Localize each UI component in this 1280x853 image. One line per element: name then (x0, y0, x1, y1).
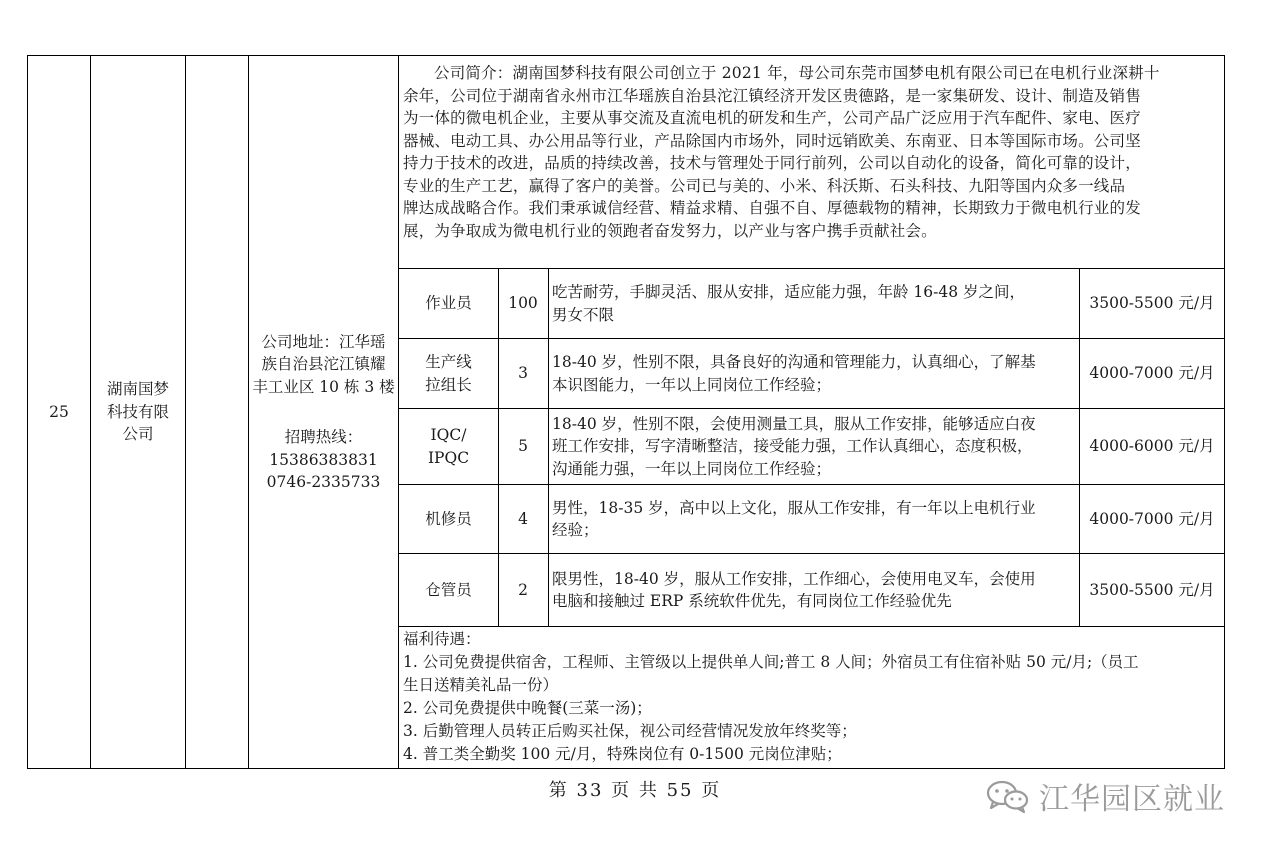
benefits (403, 628, 1223, 766)
address-line: 公司地址：江华瑶 (261, 332, 386, 351)
job-requirements (552, 485, 1078, 553)
intro-line: 专业的生产工艺，赢得了客户的美誉。公司已与美的、小米、科沃斯、石头科技、九阳等国内众多一线品 (403, 176, 1126, 195)
company-address (252, 331, 394, 399)
hotline-label: 招聘热线： (284, 428, 363, 446)
page-number: 第 33 页 共 55 页 (548, 780, 722, 801)
requirement-line: 男女不限 (552, 305, 615, 324)
benefit-line: 2. 公司免费提供中晚餐(三菜一汤)； (403, 699, 652, 717)
company-name (91, 56, 185, 768)
company-name-line: 科技有限 (106, 402, 169, 421)
requirement-line: 本识图能力，一年以上同岗位工作经验； (552, 375, 832, 394)
job-requirements (552, 554, 1078, 626)
job-title (400, 554, 497, 626)
job-title-line: 仓管员 (425, 580, 472, 599)
requirement-line: 经验； (552, 521, 599, 539)
job-title (400, 269, 497, 338)
intro-line: 公司简介：湖南国梦科技有限公司创立于 2021 年，母公司东莞市国梦电机有限公司已在电机行业深耕十 (434, 64, 1160, 82)
intro-line: 持力于技术的改进，品质的持续改善，技术与管理处于同行前列，公司以自动化的设备，简化可靠的设计， (403, 154, 1141, 172)
intro-line: 牌达成战略合作。我们秉承诚信经营、精益求精、自强不自、厚德载物的精神，长期致力于微电机行业的发 (403, 199, 1141, 217)
job-title (400, 485, 497, 553)
job-title-line: 拉组长 (425, 375, 472, 394)
benefit-line: 生日送精美礼品一份） (403, 676, 559, 694)
address-line: 族自治县沱江镇耀 (261, 355, 386, 373)
company-name-line: 湖南国梦 (106, 380, 169, 399)
company-name-line: 公司 (122, 425, 154, 444)
job-title-line: 作业员 (425, 294, 472, 313)
requirement-line: 18-40 岁，性别不限，具备良好的沟通和管理能力，认真细心，了解基 (552, 353, 1036, 371)
job-requirements (552, 409, 1078, 484)
job-salary: 4000-7000 元/月 (1089, 364, 1215, 383)
requirement-line: 18-40 岁，性别不限，会使用测量工具，服从工作安排，能够适应白夜 (552, 414, 1036, 433)
empty-cell (186, 56, 248, 768)
intro-line: 为一体的微电机企业，主要从事交流及直流电机的研发和生产，公司产品广泛应用于汽车配件、家电、医疗 (403, 109, 1141, 127)
wechat-icon (985, 778, 1029, 814)
benefits-title: 福利待遇： (403, 630, 481, 648)
job-title-line: 生产线 (425, 353, 472, 371)
watermark-text: 江华园区就业 (1039, 782, 1225, 817)
benefit-line: 1. 公司免费提供宿舍，工程师、主管级以上提供单人间;普工 8 人间；外宿员工有住宿补贴 50 元/月;（员工 (403, 653, 1139, 671)
job-title-line: IQC/ (430, 426, 467, 444)
phone-number: 15386383831 (269, 450, 378, 469)
job-salary: 3500-5500 元/月 (1089, 294, 1215, 313)
intro-line: 展，为争取成为微电机行业的领跑者奋发努力，以产业与客户携手贡献社会。 (403, 221, 937, 240)
job-requirements (552, 269, 1078, 338)
job-salary: 4000-7000 元/月 (1089, 509, 1215, 528)
requirement-line: 吃苦耐劳，手脚灵活、服从安排，适应能力强，年龄 16-48 岁之间， (552, 283, 1026, 301)
job-title (400, 339, 497, 408)
job-count: 4 (518, 509, 528, 528)
job-count: 100 (508, 294, 538, 313)
requirement-line: 沟通能力强，一年以上同岗位工作经验； (552, 459, 832, 478)
job-count: 5 (518, 437, 528, 456)
requirement-line: 班工作安排，写字清晰整洁，接受能力强，工作认真细心，态度积极， (552, 437, 1033, 456)
job-salary: 3500-5500 元/月 (1089, 580, 1215, 599)
intro-line: 器械、电动工具、办公用品等行业，产品除国内市场外，同时远销欧美、东南亚、日本等国际市场。公司坚 (403, 131, 1141, 150)
company-contact (249, 56, 398, 768)
requirement-line: 电脑和接触过 ERP 系统软件优先，有同岗位工作经验优先 (552, 592, 952, 610)
address-line: 丰工业区 10 栋 3 楼 (252, 377, 395, 396)
benefit-line: 3. 后勤管理人员转正后购买社保，视公司经营情况发放年终奖等； (403, 722, 857, 740)
job-title-line: IPQC (427, 448, 470, 467)
requirement-line: 限男性，18-40 岁，服从工作安排，工作细心，会使用电叉车，会使用 (552, 569, 1036, 588)
row-index-text: 25 (49, 402, 69, 421)
job-count: 2 (518, 580, 528, 599)
job-title-line: 机修员 (425, 509, 472, 528)
row-index (28, 56, 90, 768)
watermark (985, 776, 1255, 816)
job-count: 3 (518, 364, 528, 383)
intro-line: 余年，公司位于湖南省永州市江华瑶族自治县沱江镇经济开发区贵德路，是一家集研发、设计、制造及销售 (403, 86, 1141, 105)
job-requirements (552, 339, 1078, 408)
company-intro (403, 62, 1223, 242)
benefit-line: 4. 普工类全勤奖 100 元/月，特殊岗位有 0-1500 元岗位津贴； (403, 745, 842, 763)
phone-number: 0746-2335733 (266, 473, 381, 491)
requirement-line: 男性，18-35 岁，高中以上文化，服从工作安排，有一年以上电机行业 (552, 498, 1036, 517)
job-title (400, 409, 497, 484)
job-salary: 4000-6000 元/月 (1089, 437, 1215, 456)
